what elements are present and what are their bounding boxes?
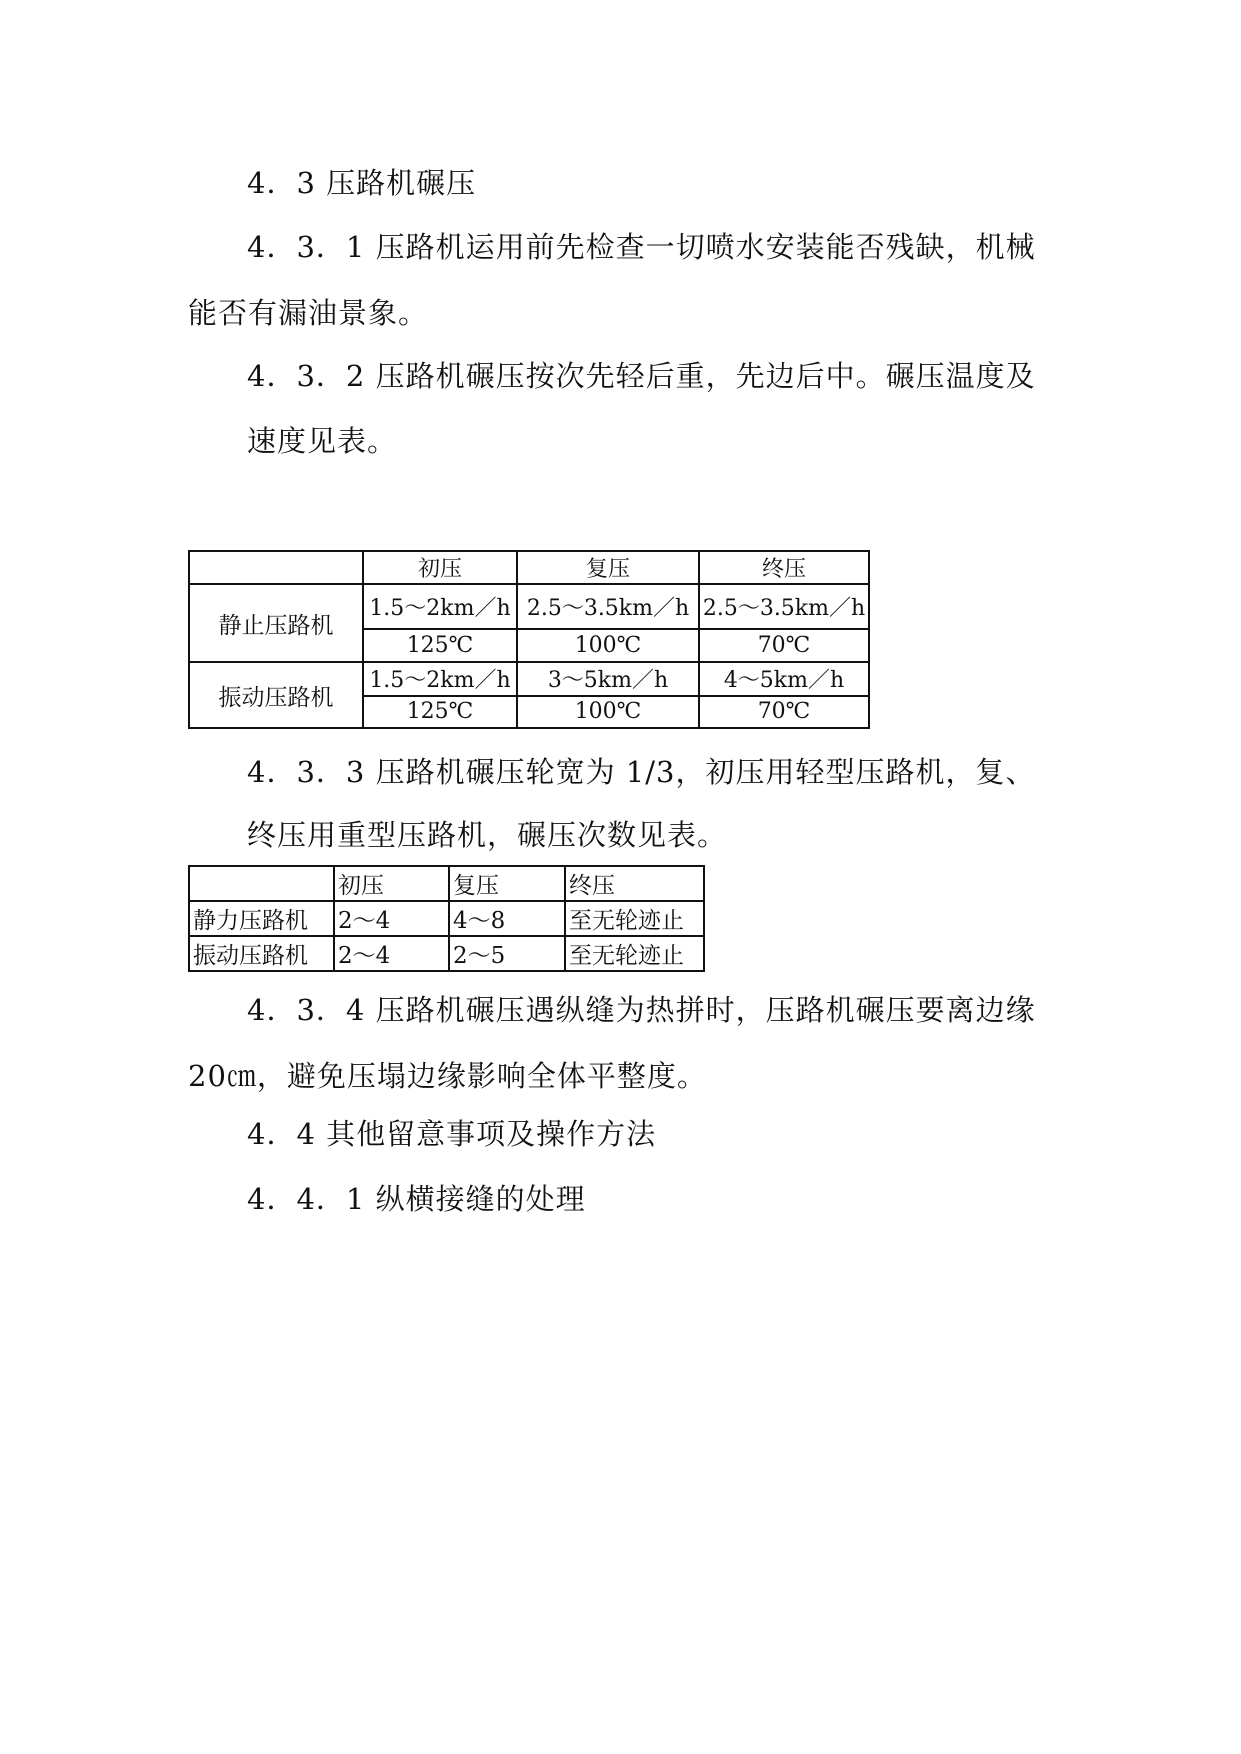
table-header-cell: 终压 <box>699 551 869 584</box>
table-header-cell: 初压 <box>363 551 517 584</box>
table-cell: 2.5～3.5km／h <box>517 584 699 629</box>
table-header-row <box>189 866 704 901</box>
table-cell: 100℃ <box>517 629 699 662</box>
heading-4-4-1: 4．4．1 纵横接缝的处理 <box>247 1182 586 1216</box>
paragraph-4-3-1: 4．3．1 压路机运用前先检查一切喷水安装能否残缺，机械能否有漏油景象。 <box>188 230 1036 330</box>
paragraph-4-3-3-line1: 4．3．3 压路机碾压轮宽为 1/3，初压用轻型压路机，复、 <box>247 755 1036 789</box>
table-cell: 70℃ <box>699 629 869 662</box>
table-row <box>189 901 704 936</box>
table-cell: 125℃ <box>363 629 517 662</box>
table-cell: 70℃ <box>699 696 869 729</box>
table-row <box>189 662 869 696</box>
table-cell: 125℃ <box>363 696 517 729</box>
table-cell: 静力压路机 <box>189 901 334 936</box>
table-cell: 振动压路机 <box>189 936 334 971</box>
table-header-cell: 复压 <box>517 551 699 584</box>
table-cell: 1.5～2km／h <box>363 662 517 696</box>
table-header-row <box>189 551 869 584</box>
row-label: 振动压路机 <box>189 662 363 728</box>
table-cell: 3～5km／h <box>517 662 699 696</box>
speed-temperature-table <box>188 550 870 729</box>
table-header-cell <box>189 866 334 901</box>
table-header-cell: 初压 <box>334 866 449 901</box>
table-header-cell: 终压 <box>565 866 704 901</box>
table-row <box>189 936 704 971</box>
table-cell: 2～4 <box>334 936 449 971</box>
table-header-cell: 复压 <box>449 866 565 901</box>
compaction-passes-table <box>188 865 705 972</box>
paragraph-4-3-2-line2: 速度见表。 <box>247 424 398 458</box>
row-label: 静止压路机 <box>189 584 363 662</box>
table-cell: 至无轮迹止 <box>565 901 704 936</box>
paragraph-4-3-4: 4．3．4 压路机碾压遇纵缝为热拼时，压路机碾压要离边缘 20㎝，避免压塌边缘影响全体平整度。 <box>188 993 1036 1093</box>
table-cell: 2～5 <box>449 936 565 971</box>
table-cell: 1.5～2km／h <box>363 584 517 629</box>
paragraph-4-3-2-line1: 4．3．2 压路机碾压按次先轻后重，先边后中。碾压温度及 <box>247 359 1036 393</box>
table-cell: 2.5～3.5km／h <box>699 584 869 629</box>
table-cell: 100℃ <box>517 696 699 729</box>
table-cell: 4～8 <box>449 901 565 936</box>
table-cell: 至无轮迹止 <box>565 936 704 971</box>
paragraph-4-3-3-line2: 终压用重型压路机，碾压次数见表。 <box>247 818 728 852</box>
table-header-cell <box>189 551 363 584</box>
heading-4-3: 4．3 压路机碾压 <box>247 166 477 200</box>
table-cell: 2～4 <box>334 901 449 936</box>
heading-4-4: 4．4 其他留意事项及操作方法 <box>247 1117 657 1151</box>
table-cell: 4～5km／h <box>699 662 869 696</box>
table-row <box>189 584 869 629</box>
